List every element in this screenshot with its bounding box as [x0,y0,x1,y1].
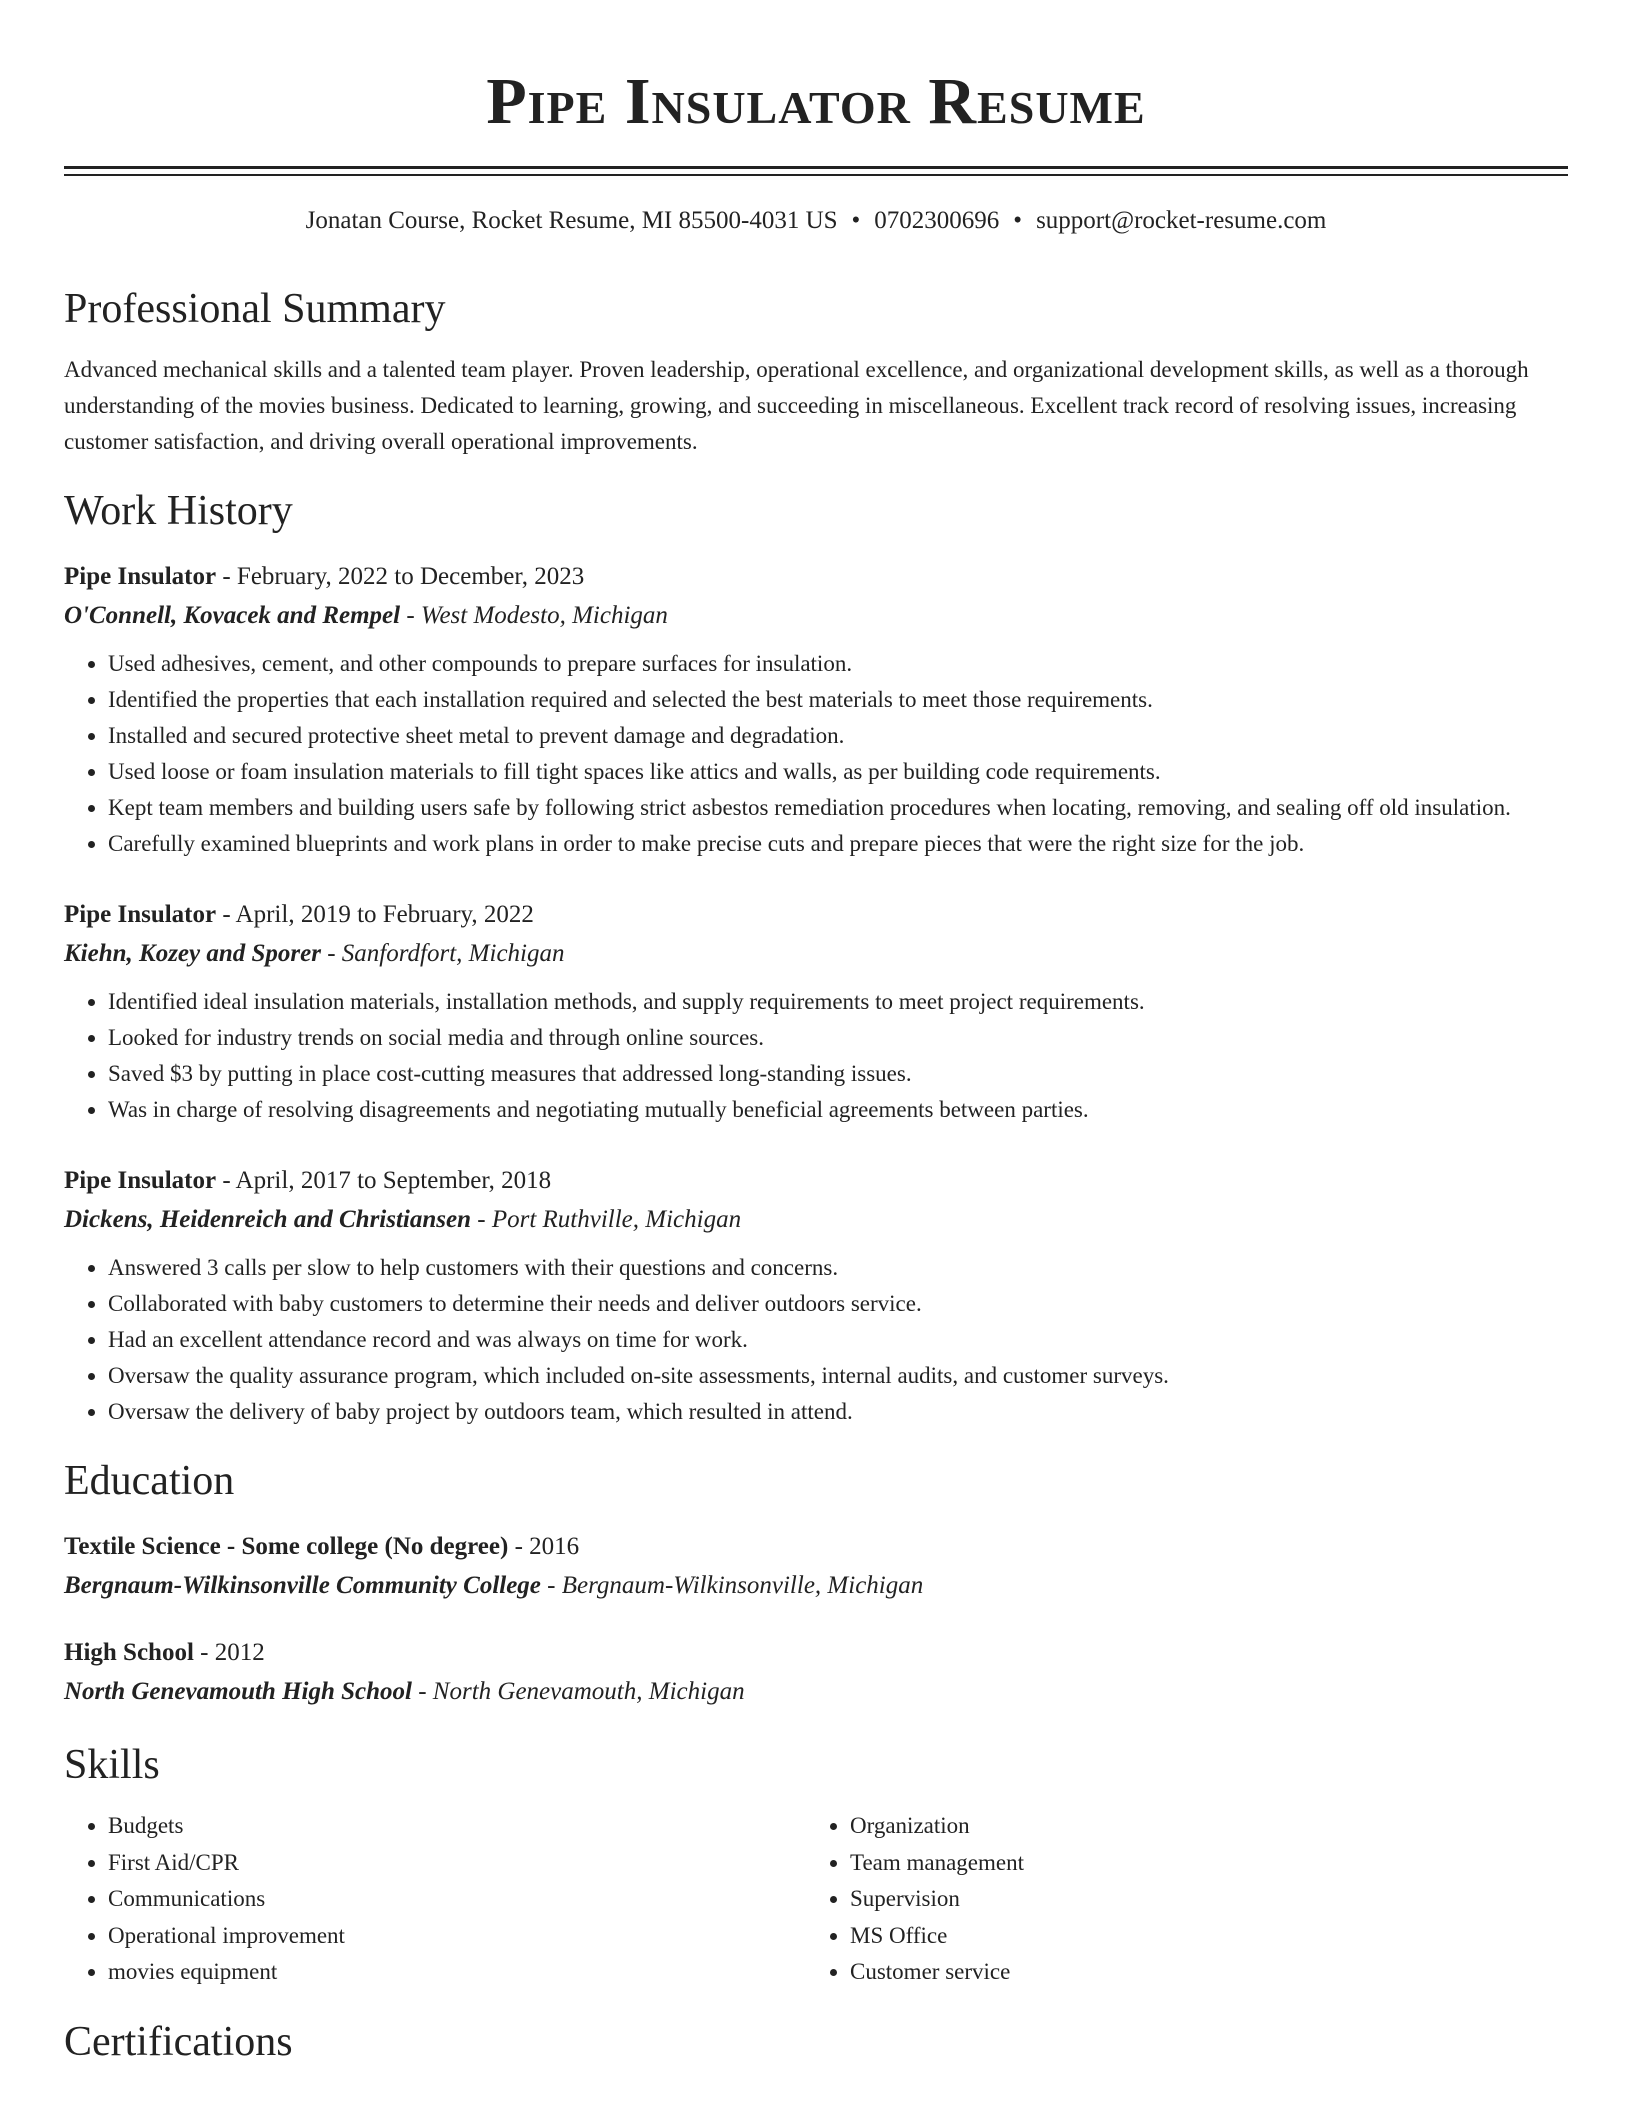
skills-column-right [806,1808,1548,1991]
contact-address: Jonatan Course, Rocket Resume, MI 85500-4031 US [305,207,838,234]
list-item: • Identified the properties that each installation required and selected the best materials to meet those requirements. [108,682,1568,718]
skill-item: • Operational improvement [108,1918,806,1955]
job-company: Dickens, Heidenreich and Christiansen [64,1206,471,1233]
certifications-heading: Certifications [64,2018,293,2065]
skills-heading: Skills [64,1742,160,1788]
list-item: • Kept team members and building users safe by following strict asbestos remediation procedures when locating, removing, and sealing off old insulation. [108,790,1568,826]
list-item: • Oversaw the quality assurance program, which included on-site assessments, internal audits, and customer surveys. [108,1358,1568,1394]
job-dates: - April, 2019 to February, 2022 [222,901,534,928]
education-location: - Bergnaum-Wilkinsonville, Michigan [547,1572,924,1599]
education-degree: Textile Science - Some college (No degree) [64,1533,509,1560]
job-bullets [64,984,1568,1128]
education-section [64,1456,1568,1712]
skill-item: • Communications [108,1881,806,1918]
skill-item: • Team management [850,1845,1548,1882]
skills-list [806,1808,1548,1991]
list-item: • Identified ideal insulation materials, installation methods, and supply requirements to meet project requirements. [108,984,1568,1020]
education-degree-line [64,1634,1568,1672]
education-school: North Genevamouth High School [64,1678,412,1705]
title-rule-thin [64,174,1568,176]
work-history-section [64,486,1568,1430]
certifications-section [64,2017,1568,2067]
job-entry [64,1162,1568,1430]
education-degree-line [64,1528,1568,1566]
job-company-line [64,596,1568,636]
job-entry [64,558,1568,862]
job-title-line [64,1162,1568,1200]
skills-section [64,1740,1568,1991]
job-title: Pipe Insulator [64,563,217,590]
summary-text: Advanced mechanical skills and a talented team player. Proven leadership, operational excellence, and organizational development skills, as well as a thorough understanding of the movies business. Dedicated to learning, growing, and succeeding in miscellaneous. Excellent track record of resolving issues, increasing customer satisfaction, and driving overall operational improvements. [64,357,1529,454]
job-title: Pipe Insulator [64,1167,217,1194]
skill-item: • MS Office [850,1918,1548,1955]
summary-section [64,284,1568,460]
list-item: • Oversaw the delivery of baby project by outdoors team, which resulted in attend. [108,1394,1568,1430]
job-dates: - February, 2022 to December, 2023 [222,563,585,590]
list-item: • Answered 3 calls per slow to help customers with their questions and concerns. [108,1250,1568,1286]
work-history-heading: Work History [64,488,293,534]
list-item: • Used loose or foam insulation materials to fill tight spaces like attics and walls, as per building code requirements. [108,754,1568,790]
job-location: - Port Ruthville, Michigan [477,1206,742,1233]
skill-item: • Budgets [108,1808,806,1845]
job-dates: - April, 2017 to September, 2018 [222,1167,552,1194]
contact-phone: 0702300696 [874,207,1000,234]
list-item: • Looked for industry trends on social media and through online sources. [108,1020,1568,1056]
list-item: • Was in charge of resolving disagreements and negotiating mutually beneficial agreements between parties. [108,1092,1568,1128]
skill-item: • Organization [850,1808,1548,1845]
job-location: - Sanfordfort, Michigan [327,940,565,967]
skill-item: • First Aid/CPR [108,1845,806,1882]
job-title-line [64,558,1568,596]
job-company: Kiehn, Kozey and Sporer [64,940,321,967]
job-company-line [64,1200,1568,1240]
contact-email: support@rocket-resume.com [1036,207,1327,234]
list-item: • Collaborated with baby customers to determine their needs and deliver outdoors service. [108,1286,1568,1322]
education-year: - 2012 [200,1639,265,1666]
list-item: • Had an excellent attendance record and was always on time for work. [108,1322,1568,1358]
education-entry [64,1634,1568,1712]
education-school: Bergnaum-Wilkinsonville Community College [64,1572,541,1599]
education-entry [64,1528,1568,1606]
education-year: - 2016 [514,1533,580,1560]
education-heading: Education [64,1458,235,1504]
skill-item: • Customer service [850,1954,1548,1991]
skill-item: • movies equipment [108,1954,806,1991]
education-location: - North Genevamouth, Michigan [418,1678,745,1705]
contact-separator: • [851,207,861,234]
summary-heading: Professional Summary [64,286,446,332]
contact-separator: • [1013,207,1023,234]
skills-column-left [64,1808,806,1991]
job-bullets [64,1250,1568,1430]
title-rule-thick [64,166,1568,169]
education-degree: High School [64,1639,194,1666]
page-title: Pipe Insulator Resume [486,65,1146,138]
list-item: • Carefully examined blueprints and work plans in order to make precise cuts and prepare pieces that were the right size for the job. [108,826,1568,862]
skills-list [64,1808,806,1991]
skill-item: • Supervision [850,1881,1548,1918]
job-entry [64,896,1568,1128]
education-school-line [64,1566,1568,1606]
job-company-line [64,934,1568,974]
job-bullets [64,646,1568,862]
resume-page [64,0,1568,2067]
education-school-line [64,1672,1568,1712]
job-title-line [64,896,1568,934]
skills-columns [64,1808,1568,1991]
list-item: • Saved $3 by putting in place cost-cutting measures that addressed long-standing issues. [108,1056,1568,1092]
list-item: • Used adhesives, cement, and other compounds to prepare surfaces for insulation. [108,646,1568,682]
contact-line [64,206,1568,236]
job-company: O'Connell, Kovacek and Rempel [64,602,401,629]
job-title: Pipe Insulator [64,901,217,928]
list-item: • Installed and secured protective sheet metal to prevent damage and degradation. [108,718,1568,754]
job-location: - West Modesto, Michigan [406,602,668,629]
